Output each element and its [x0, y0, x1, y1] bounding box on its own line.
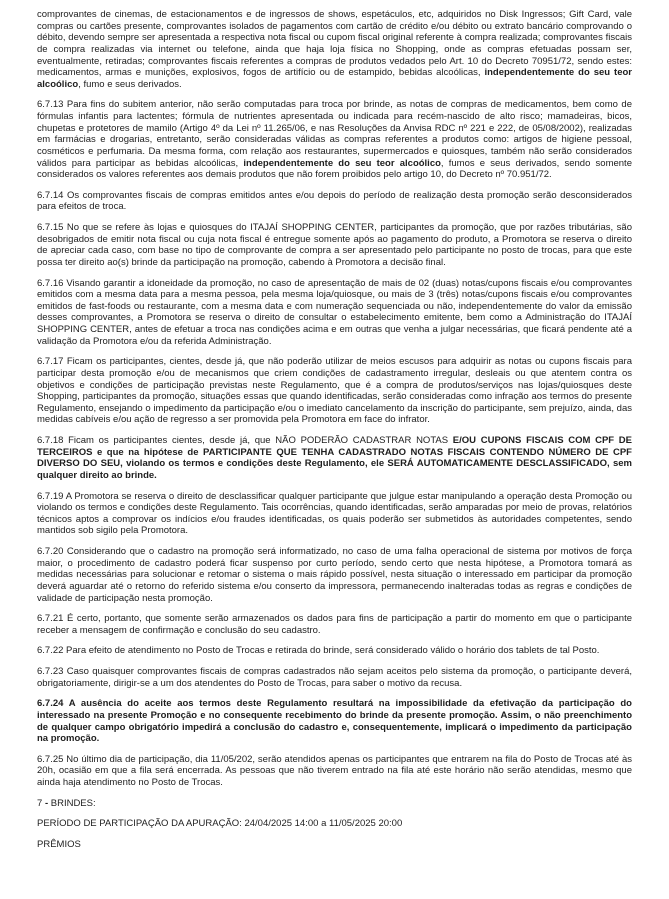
text-run-bold: independentemente do seu teor alcoólico	[243, 157, 441, 169]
text-run: 6.7.22 Para efeito de atendimento no Posto de Trocas e retirada do brinde, será considerado válido o horário dos tablets de tal Posto.	[37, 645, 600, 657]
text-run: 7	[37, 797, 45, 809]
clause-6-7-16	[37, 278, 632, 348]
clause-6-7-23	[37, 666, 632, 689]
text-run-bold: independentemente do seu teor alcoólico	[37, 67, 632, 90]
prizes-heading	[37, 839, 632, 851]
text-run: PRÊMIOS	[37, 838, 81, 850]
clause-6-7-20	[37, 546, 632, 604]
clause-6-7-25	[37, 754, 632, 789]
text-run: 6.7.19 A Promotora se reserva o direito de desclassificar qualquer participante que julgue estar manipulando a operação desta Promoção ou violando os termos e condições deste Regulamento. Tais ocorrências, quando identificadas, serão amparadas por meio de provas, relatórios técnicos aptos a comprovar os indícios e/ou fraudes identificadas, os quais poderão ser submetidos às autoridades competentes, sendo mantidos sob sigilo pela Promotora.	[37, 490, 632, 537]
text-run: 6.7.18 Ficam os participantes cientes, desde já, que NÃO PODERÃO CADASTRAR NOTAS	[37, 435, 453, 446]
clause-6-7-19	[37, 491, 632, 538]
section-7-heading	[37, 798, 632, 810]
text-run: comprovantes de cinemas, de estacionamentos e de ingressos de shows, espetáculos, etc, adquiridos no Disk Ingressos; Gift Card, vale compras ou cartões presente, comprovantes isolados de pagamentos com cartão de crédito e/ou débito ou extrato bancário comprovando o débito, devendo sempre ser apresentada a respectiva nota fiscal ou cupom fiscal original referente à compra realizada; comprovantes fiscais de compra realizadas via internet ou telefone, ainda que haja loja física no Shopping, onde as compras efetuadas possam ser, eventualmente, retiradas; comprovantes fiscais referentes a compras de produtos vedados pelo Art. 10 do Decreto 70951/72, sendo estes: medicamentos, armas e munições, explosivos, fogos de artifício ou de estampido, bebidas alcoólicas,	[37, 9, 632, 79]
text-run: 6.7.23 Caso quaisquer comprovantes fiscais de compras cadastrados não sejam aceitos pelo sistema da promoção, o participante deverá, obrigatoriamente, dirigir-se a um dos atendentes do Posto de Trocas, para saber o motivo da recusa.	[37, 666, 632, 689]
text-run: BRINDES:	[50, 797, 96, 809]
text-run: 6.7.25 No último dia de participação, dia 11/05/202, serão atendidos apenas os participantes que entrarem na fila do Posto de Trocas até às 20h, ocasião em que a fila será encerrada. As pessoas que não tiverem entrado na fila até este horário não serão atendidas, mesmo que ainda haja atendimento no Posto de Trocas.	[37, 753, 632, 788]
text-run: 6.7.15 No que se refere às lojas e quiosques do ITAJAÍ SHOPPING CENTER, participantes da promoção, que por razões tributárias, são desobrigados de emitir nota fiscal ou cuja nota fiscal é entregue somente após ao pagamento do produto, a Promotora se reserva o direito de apreciar cada caso, com base no tipo de comprovante de compra a ser apresentado pelo participante no posto de trocas, para que este possa ter direito ao(s) brinde da participação na promoção, cabendo à Promotora a decisão final.	[37, 222, 632, 268]
clause-6-7-18	[37, 435, 632, 482]
regulation-document-body	[37, 9, 632, 860]
clause-6-7-14	[37, 190, 632, 213]
clause-6-7-24	[37, 698, 632, 745]
text-run: 6.7.17 Ficam os participantes, cientes, desde já, que não poderão utilizar de meios escusos para adquirir as notas ou cupons fiscais para participar desta promoção e/ou de mecanismos que criem condições de cadastramento irregular, desleais ou que atentem contra os objetivos e condições de participação previstas neste Regulamento, que é a compra de produtos/serviços nas lojas/quiosques deste Shopping, participantes da promoção, situações essas que quando identificadas, serão consideradas como infração aos termos do presente Regulamento, ensejando o impedimento da participação e/ou o imediato cancelamento da inscrição do participante, sem prejuízo, ainda, das medidas cabíveis e/ou ação de regresso a ser promovida pela Promotora em face do infrator.	[37, 356, 632, 426]
clause-6-7-15	[37, 222, 632, 269]
clause-6-7-21	[37, 613, 632, 636]
text-run: 6.7.13 Para fins do subitem anterior, não serão computadas para troca por brinde, as notas de compras de medicamentos, bem como de fórmulas infantis para lactentes; fórmula de nutrientes apresentada ou indicada para recém-nascido de alto risco; mamadeiras, bicos, chupetas e protetores de mamilo (Artigo 4º da Lei nº 11.265/06, e nas Resoluções da Anvisa RDC nº 221 e 222, de 05/08/2002), realizadas em farmácias e drogarias, entretanto, serão consideradas válidas as compras referentes a produtos como: artigos de higiene pessoal, cosméticos e perfumaria. Da mesma forma, com relação aos restaurantes, supermercados e quiosques, também não serão considerados válidos para participar as bebidas alcoólicas,	[37, 99, 632, 169]
participation-period-line	[37, 818, 632, 830]
text-run: 6.7.16 Visando garantir a idoneidade da promoção, no caso de apresentação de mais de 02 (duas) notas/cupons fiscais e/ou comprovantes emitidos com a mesma data para a mesma pessoa, pela mesma loja/quiosque, ou mais de 3 (três) notas/cupons fiscais e/ou comprovantes emitidos de fast-foods ou restaurante, com a mesma data e com numeração sequenciada ou não, independentemente do valor da emissão desses comprovantes, a Promotora se reserva o direito de consultar o estabelecimento emitente, bem como a Administração do ITAJAÍ SHOPPING CENTER, antes de efetuar a troca nas condições acima e em outras que venha a julgar necessárias, que ficará pendente até a validação da Promotora e/ou da referida Administração.	[37, 277, 632, 347]
text-run: , fumos e seus derivados, sendo somente considerados os valores referentes aos demais produtos que não forem proibidos pelo artigo 10, do Decreto nº 70.951/72.	[37, 157, 632, 181]
text-run: 6.7.14 Os comprovantes fiscais de compras emitidos antes e/ou depois do período de realização desta promoção serão desconsiderados para efeitos de troca.	[37, 189, 632, 213]
text-run-bold: E/OU CUPONS FISCAIS COM CPF DE TERCEIROS e que na hipótese de PARTICIPANTE QUE TENHA CADASTRADO NOTAS FISCAIS CONTENDO NÚMERO DE CPF DIVERSO DO SEU, violando os termos e condições deste Regulamento, ele SERÁ AUTOMATICAMENTE DESCLASSIFICADO, sem qualquer direito ao brinde.	[37, 435, 633, 481]
text-run-bold: -	[44, 797, 51, 809]
clause-6-7-22	[37, 645, 632, 657]
text-run: PERÍODO DE PARTICIPAÇÃO DA APURAÇÃO: 24/04/2025 14:00 a 11/05/2025 20:00	[37, 818, 403, 830]
text-run-bold: 6.7.24 A ausência do aceite aos termos deste Regulamento resultará na impossibilidade da efetivação da participação do interessado na presente Promoção e no consequente recebimento do brinde da presente promoção. Assim, o não preenchimento de qualquer campo obrigatório impedirá a conclusão do cadastro e, consequentemente, implicará o impedimento da participação na promoção.	[37, 698, 632, 745]
text-run: 6.7.21 É certo, portanto, que somente serão armazenados os dados para fins de participação a partir do momento em que o participante receber a mensagem de confirmação e conclusão do seu cadastro.	[37, 613, 632, 636]
clause-6-7-13	[37, 99, 632, 180]
text-run: 6.7.20 Considerando que o cadastro na promoção será informatizado, no caso de uma falha operacional de sistema por motivos de força maior, o procedimento de cadastro poderá ficar suspenso por curto período, sendo certo que nesta hipótese, a Promotora tomará as medidas necessárias para solucionar e retomar o sistema o mais rápido possível, nesta situação o interessado em participar da promoção deverá aguardar até o retorno do referido sistema e/ou conserto da impressora, permanecendo inalteradas todas as regras e condições de validade de participação nesta promoção.	[37, 546, 632, 604]
text-run: , fumo e seus derivados.	[78, 78, 182, 90]
clause-intro-continuation	[37, 9, 632, 90]
clause-6-7-17	[37, 356, 632, 426]
